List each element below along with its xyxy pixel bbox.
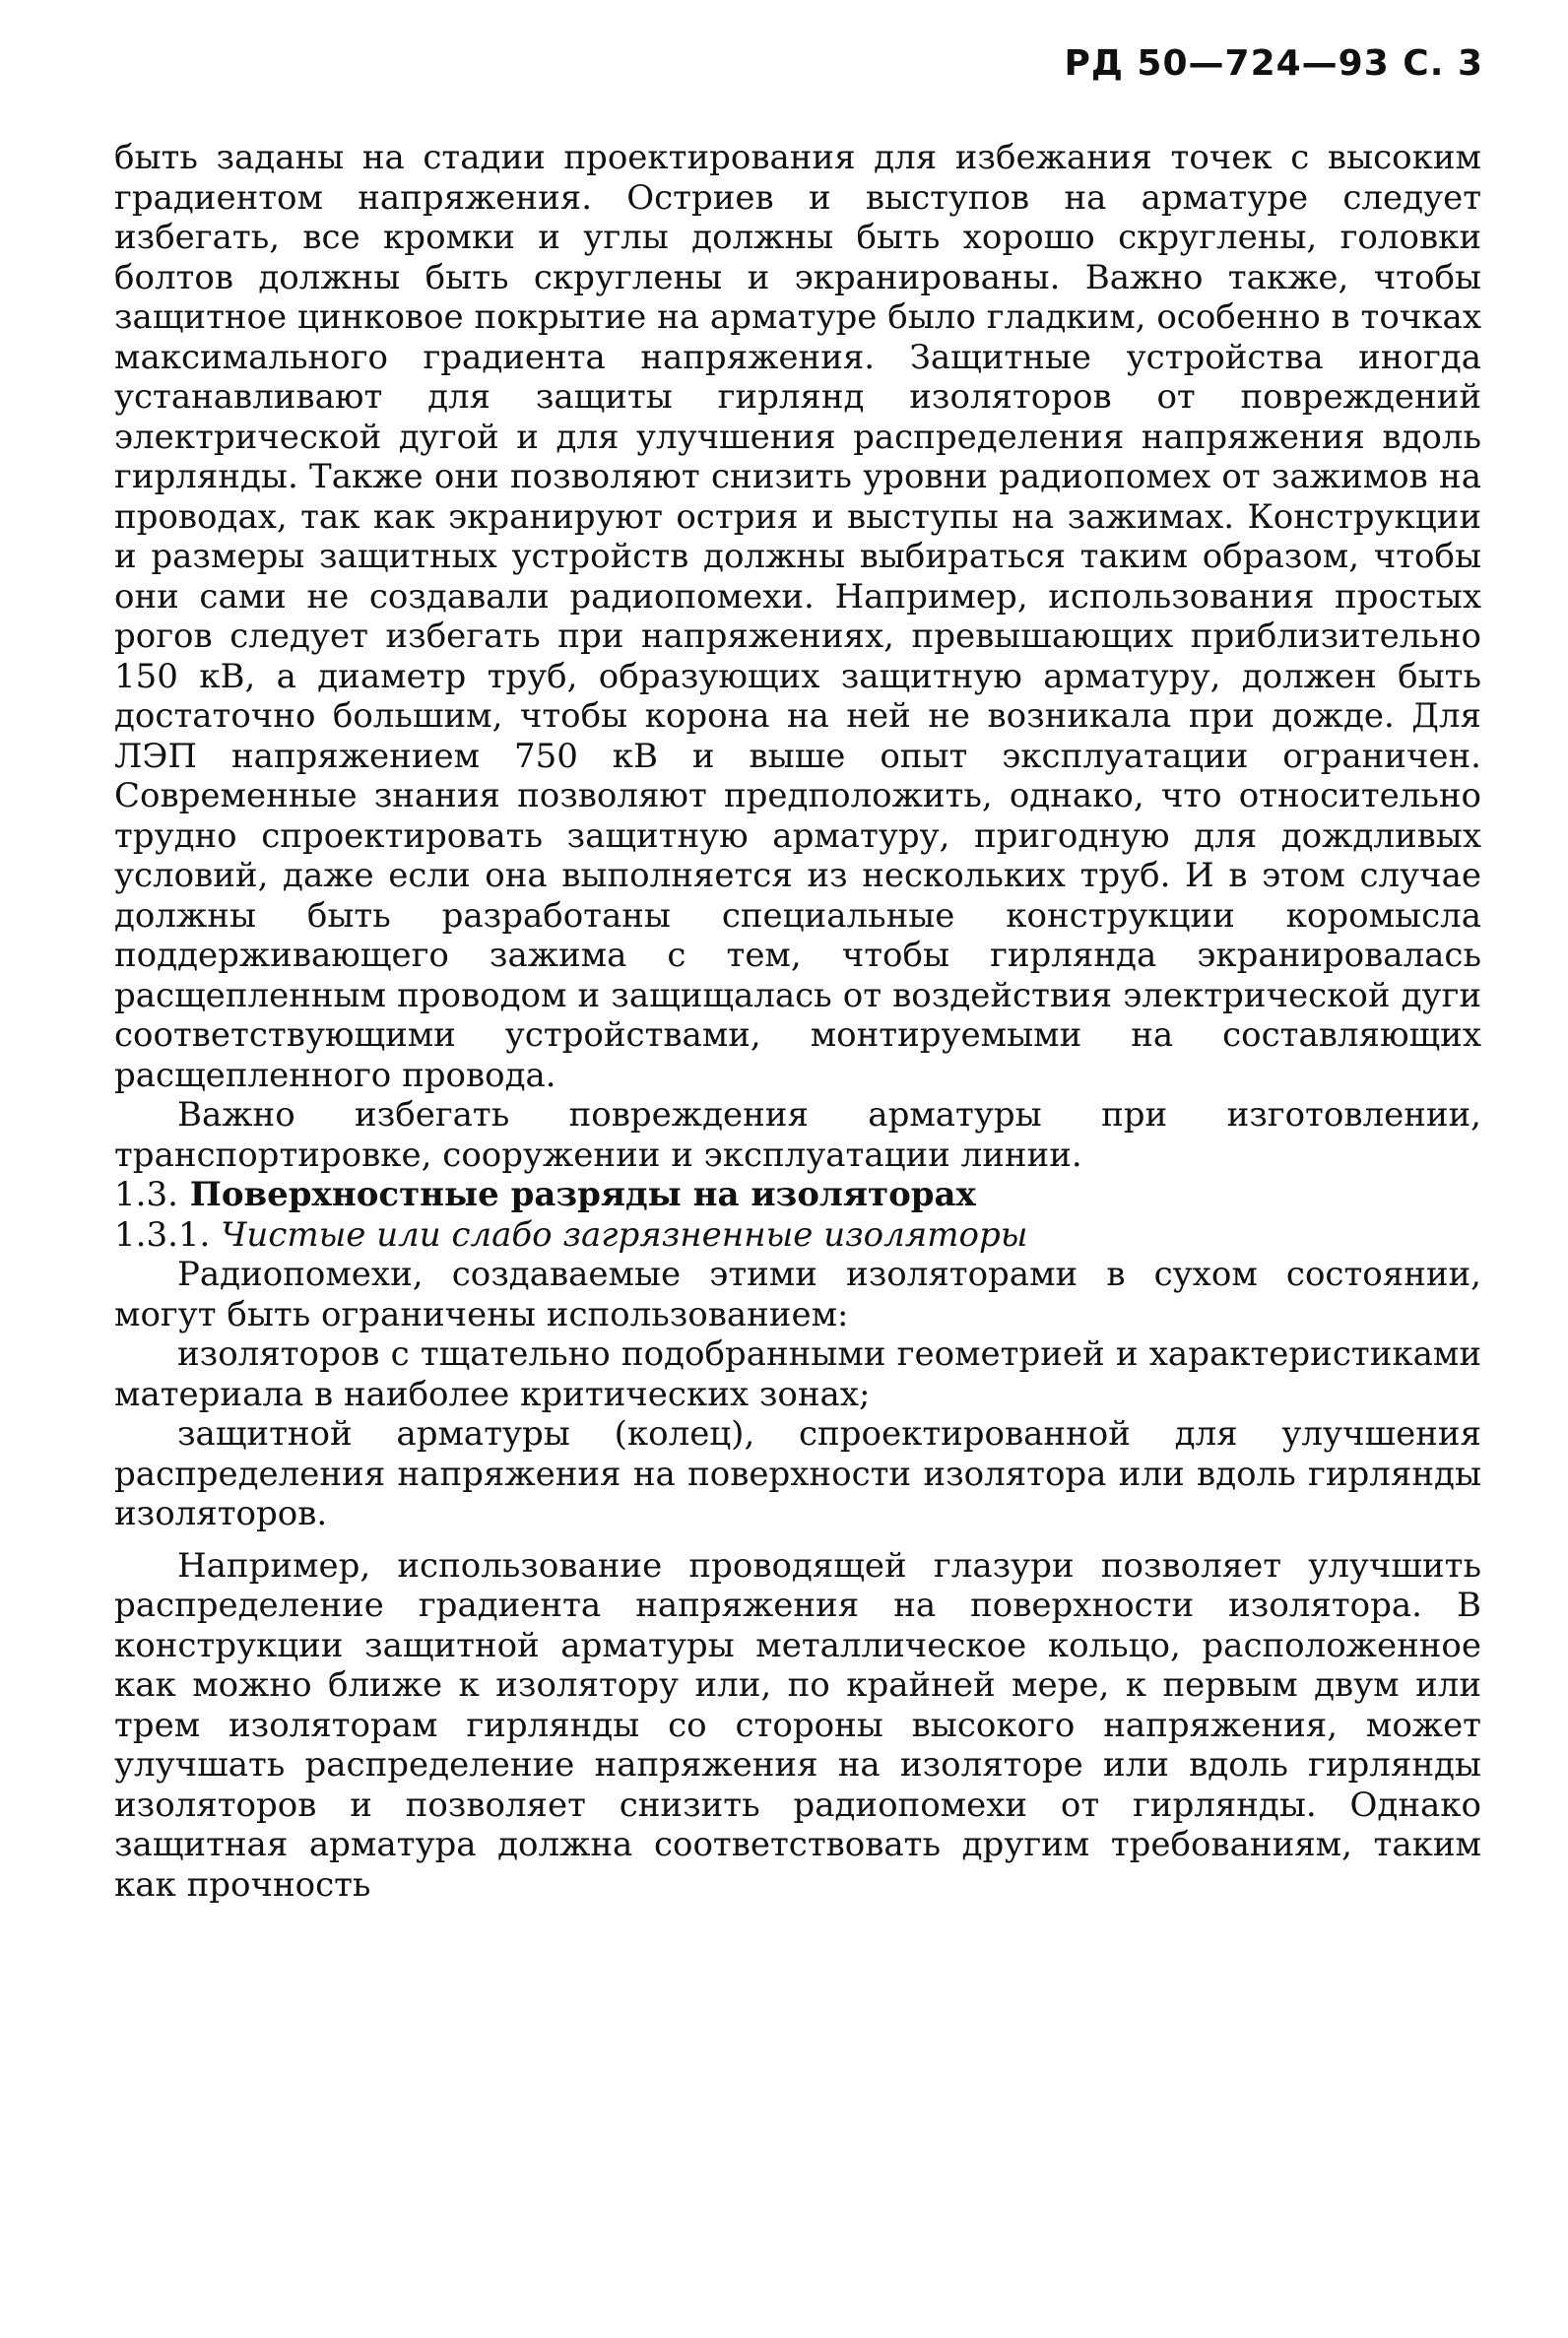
subsection-heading [114, 1215, 1481, 1256]
list-item-insulators: изоляторов с тщательно подобранными геометрией и характеристиками материала в наиболее критических зонах; [114, 1334, 1481, 1414]
paragraph-radio-interference: Радиопомехи, создаваемые этими изоляторами в сухом состоянии, могут быть ограничены использованием: [114, 1255, 1481, 1334]
subsection-title: Чистые или слабо загрязненные изоляторы [221, 1214, 1028, 1255]
subsection-number: 1.3.1. [114, 1214, 211, 1255]
section-heading [114, 1175, 1481, 1215]
body-text [114, 138, 1481, 1905]
paragraph-damage-avoidance: Важно избегать повреждения арматуры при изготовлении, транспортировке, сооружении и эксплуатации линии. [114, 1095, 1481, 1175]
page-header: РД 50—724—93 С. 3 [1064, 43, 1483, 84]
paragraph-example-glaze: Например, использование проводящей глазури позволяет улучшить распределение градиента напряжения на поверхности изолятора. В конструкции защитной арматуры металлическое кольцо, расположенное как можно ближе к изолятору или, по крайней мере, к первым двум или трем изоляторам гирлянды со стороны высокого напряжения, может улучшать распределение напряжения на изоляторе или вдоль гирлянды изоляторов и позволяет снизить радиопомехи от гирлянды. Однако защитная арматура должна соответствовать другим требованиям, таким как прочность [114, 1545, 1481, 1905]
section-title: Поверхностные разряды на изоляторах [189, 1175, 976, 1214]
list-item-protective-fittings: защитной арматуры (колец), спроектированной для улучшения распределения напряжения на поверхности изолятора или вдоль гирлянды изоляторов. [114, 1414, 1481, 1533]
paragraph-continuation: быть заданы на стадии проектирования для избежания точек с высоким градиентом напряжения. Остриев и выступов на арматуре следует избегать, все кромки и углы должны быть хорошо скруглены, головки болтов должны быть скруглены и экранированы. Важно также, чтобы защитное цинковое покрытие на арматуре было гладким, особенно в точках максимального градиента напряжения. Защитные устройства иногда устанавливают для защиты гирлянд изоляторов от повреждений электрической дугой и для улучшения распределения напряжения вдоль гирлянды. Также они позволяют снизить уровни радиопомех от зажимов на проводах, так как экранируют острия и выступы на зажимах. Конструкции и размеры защитных устройств должны выбираться таким образом, чтобы они сами не создавали радиопомехи. Например, использования простых рогов следует избегать при напряжениях, превышающих приблизительно 150 кВ, а диаметр труб, образующих защитную арматуру, должен быть достаточно большим, чтобы корона на ней не возникала при дожде. Для ЛЭП напряжением 750 кВ и выше опыт эксплуатации ограничен. Современные знания позволяют предположить, однако, что относительно трудно спроектировать защитную арматуру, пригодную для дождливых условий, даже если она выполняется из нескольких труб. И в этом случае должны быть разработаны специальные конструкции коромысла поддерживающего зажима с тем, чтобы гирлянда экранировалась расщепленным проводом и защищалась от воздействия электрической дуги соответствующими устройствами, монтируемыми на составляющих расщепленного провода. [114, 138, 1481, 1095]
section-number: 1.3. [114, 1175, 178, 1214]
